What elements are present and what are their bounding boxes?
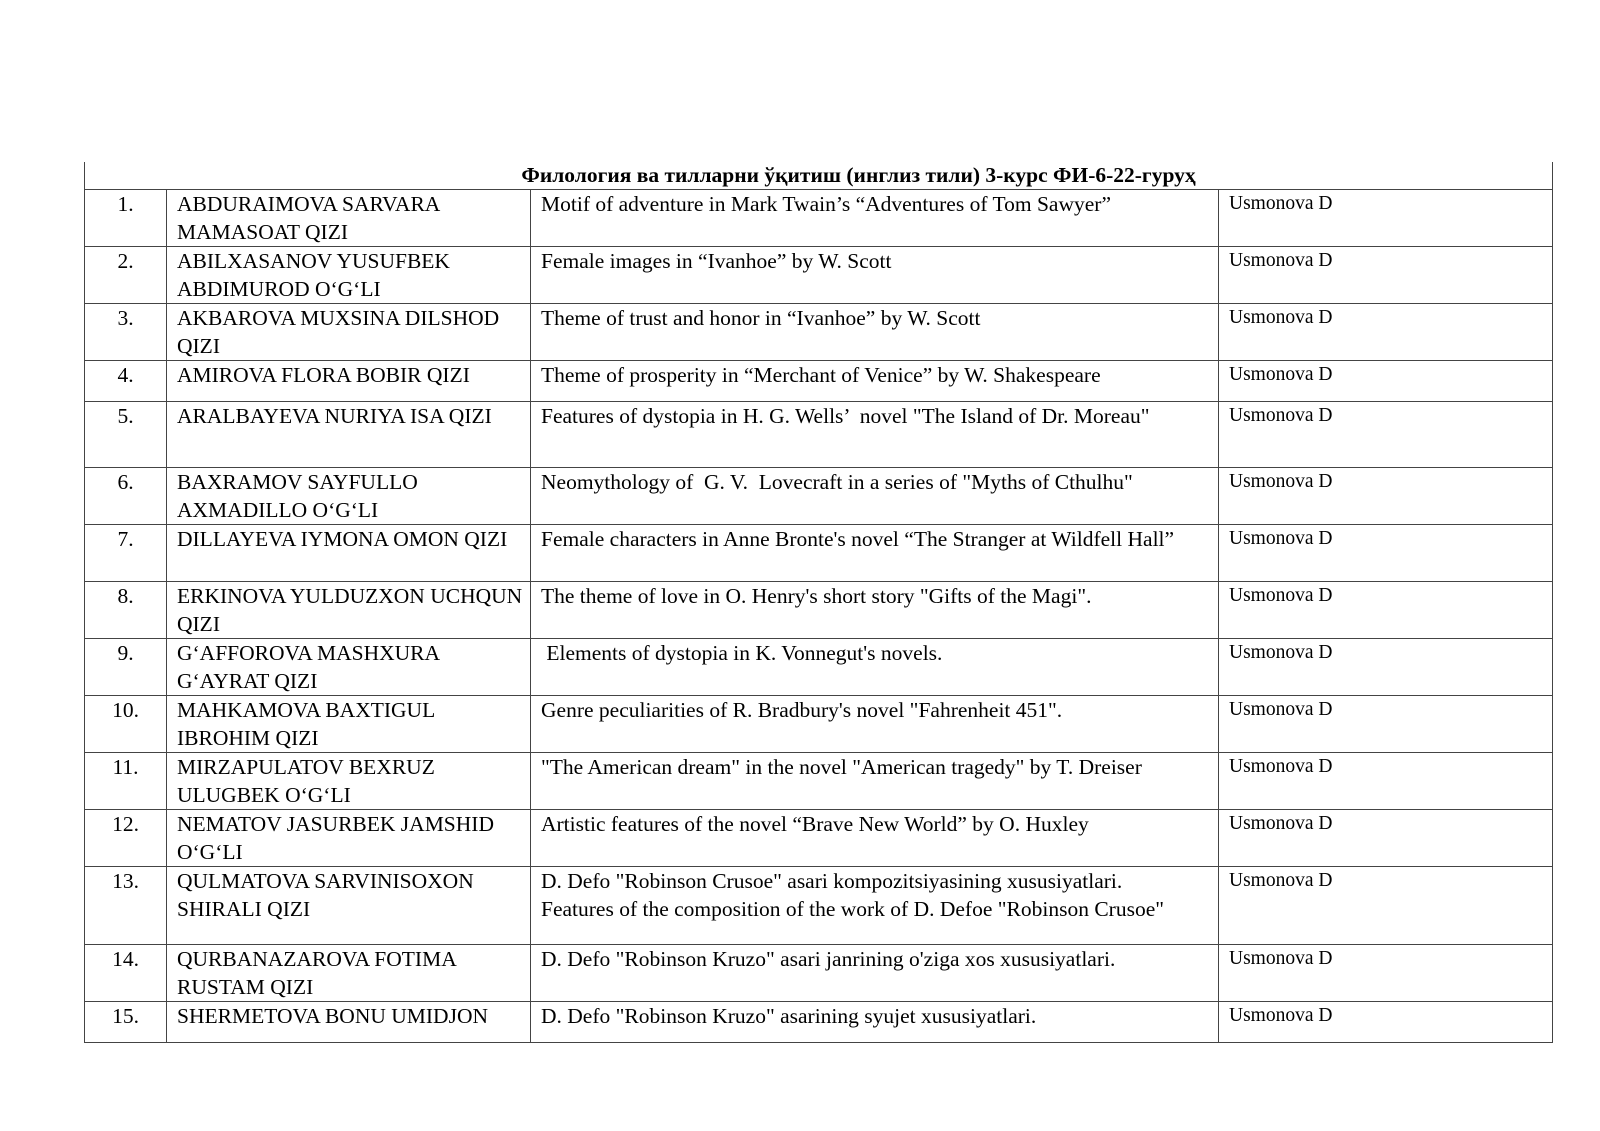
student-name: ABILXASANOV YUSUFBEK ABDIMUROD O‘G‘LI: [167, 247, 531, 304]
topic-cell: [531, 525, 1219, 582]
topic-title: Theme of prosperity in “Merchant of Venice” by W. Shakespeare: [541, 363, 1101, 387]
topic-title: Theme of trust and honor in “Ivanhoe” by W. Scott: [541, 306, 981, 330]
student-name: ARALBAYEVA NURIYA ISA QIZI: [167, 402, 531, 468]
advisor-name: Usmonova D: [1219, 304, 1553, 361]
topic-title: Elements of dystopia in K. Vonnegut's novels.: [541, 641, 943, 665]
table-title-row: [85, 162, 1553, 190]
topic-title: Female characters in Anne Bronte's novel “The Stranger at Wildfell Hall”: [541, 527, 1175, 551]
topic-cell: [531, 361, 1219, 402]
advisor-name: Usmonova D: [1219, 190, 1553, 247]
student-name: DILLAYEVA IYMONA OMON QIZI: [167, 525, 531, 582]
table-row: [85, 582, 1553, 639]
topic-title: Neomythology of G. V. Lovecraft in a series of "Myths of Cthulhu": [541, 470, 1133, 494]
topic-title: "The American dream" in the novel "American tragedy" by T. Dreiser: [541, 755, 1142, 779]
student-topics-table: [84, 162, 1553, 1043]
table-row: [85, 304, 1553, 361]
advisor-name: Usmonova D: [1219, 525, 1553, 582]
row-number: 1.: [85, 190, 167, 247]
topic-title: D. Defo "Robinson Kruzo" asari janrining o'ziga xos xususiyatlari.: [541, 947, 1116, 971]
table-row: [85, 810, 1553, 867]
student-name: QURBANAZAROVA FOTIMA RUSTAM QIZI: [167, 945, 531, 1002]
topic-title: Motif of adventure in Mark Twain’s “Adventures of Tom Sawyer”: [541, 192, 1111, 216]
topic-cell: [531, 639, 1219, 696]
student-name: QULMATOVA SARVINISOXON SHIRALI QIZI: [167, 867, 531, 945]
topic-cell: [531, 867, 1219, 945]
student-name: NEMATOV JASURBEK JAMSHID O‘G‘LI: [167, 810, 531, 867]
topic-cell: [531, 696, 1219, 753]
advisor-name: Usmonova D: [1219, 867, 1553, 945]
topic-cell: [531, 468, 1219, 525]
student-name: AMIROVA FLORA BOBIR QIZI: [167, 361, 531, 402]
row-number: 13.: [85, 867, 167, 945]
row-number: 14.: [85, 945, 167, 1002]
student-name: SHERMETOVA BONU UMIDJON: [167, 1002, 531, 1043]
table-row: [85, 361, 1553, 402]
row-number: 7.: [85, 525, 167, 582]
advisor-name: Usmonova D: [1219, 468, 1553, 525]
advisor-name: Usmonova D: [1219, 639, 1553, 696]
topic-cell: [531, 402, 1219, 468]
table-row: [85, 190, 1553, 247]
table-row: [85, 867, 1553, 945]
topic-title-translation: Features of the composition of the work of D. Defoe "Robinson Crusoe": [541, 897, 1165, 921]
row-number: 9.: [85, 639, 167, 696]
topic-cell: [531, 190, 1219, 247]
topic-cell: [531, 247, 1219, 304]
row-number: 10.: [85, 696, 167, 753]
student-name: G‘AFFOROVA MASHXURA G‘AYRAT QIZI: [167, 639, 531, 696]
advisor-name: Usmonova D: [1219, 582, 1553, 639]
table-row: [85, 639, 1553, 696]
row-number: 11.: [85, 753, 167, 810]
row-number: 4.: [85, 361, 167, 402]
student-name: AKBAROVA MUXSINA DILSHOD QIZI: [167, 304, 531, 361]
table-row: [85, 525, 1553, 582]
advisor-name: Usmonova D: [1219, 402, 1553, 468]
advisor-name: Usmonova D: [1219, 945, 1553, 1002]
table-row: [85, 247, 1553, 304]
table-body: [85, 190, 1553, 1043]
topic-cell: [531, 810, 1219, 867]
topic-cell: [531, 304, 1219, 361]
topic-title: Female images in “Ivanhoe” by W. Scott: [541, 249, 892, 273]
topic-title: Genre peculiarities of R. Bradbury's novel "Fahrenheit 451".: [541, 698, 1063, 722]
row-number: 2.: [85, 247, 167, 304]
table-row: [85, 1002, 1553, 1043]
table-row: [85, 945, 1553, 1002]
advisor-name: Usmonova D: [1219, 361, 1553, 402]
advisor-name: Usmonova D: [1219, 696, 1553, 753]
table-row: [85, 696, 1553, 753]
row-number: 12.: [85, 810, 167, 867]
advisor-name: Usmonova D: [1219, 810, 1553, 867]
student-name: BAXRAMOV SAYFULLO AXMADILLO O‘G‘LI: [167, 468, 531, 525]
topic-title: Artistic features of the novel “Brave New World” by O. Huxley: [541, 812, 1089, 836]
table-row: [85, 753, 1553, 810]
student-name: MAHKAMOVA BAXTIGUL IBROHIM QIZI: [167, 696, 531, 753]
advisor-name: Usmonova D: [1219, 1002, 1553, 1043]
topic-cell: [531, 582, 1219, 639]
row-number: 3.: [85, 304, 167, 361]
student-name: ERKINOVA YULDUZXON UCHQUN QIZI: [167, 582, 531, 639]
row-number: 6.: [85, 468, 167, 525]
advisor-name: Usmonova D: [1219, 247, 1553, 304]
advisor-name: Usmonova D: [1219, 753, 1553, 810]
topic-title: D. Defo "Robinson Kruzo" asarining syujet xususiyatlari.: [541, 1004, 1037, 1028]
topic-cell: [531, 753, 1219, 810]
table-title: Филология ва тилларни ўқитиш (инглиз тили) 3-курс ФИ-6-22-гуруҳ: [85, 162, 1553, 190]
topic-title: D. Defo "Robinson Crusoe" asari kompozitsiyasining xususiyatlari.: [541, 869, 1123, 893]
table-row: [85, 468, 1553, 525]
student-name: ABDURAIMOVA SARVARA MAMASOAT QIZI: [167, 190, 531, 247]
topic-title: The theme of love in O. Henry's short story "Gifts of the Magi".: [541, 584, 1092, 608]
row-number: 5.: [85, 402, 167, 468]
student-name: MIRZAPULATOV BEXRUZ ULUGBEK O‘G‘LI: [167, 753, 531, 810]
table-row: [85, 402, 1553, 468]
topic-title: Features of dystopia in H. G. Wells’ novel "The Island of Dr. Moreau": [541, 404, 1150, 428]
row-number: 15.: [85, 1002, 167, 1043]
row-number: 8.: [85, 582, 167, 639]
topic-cell: [531, 945, 1219, 1002]
topic-cell: [531, 1002, 1219, 1043]
